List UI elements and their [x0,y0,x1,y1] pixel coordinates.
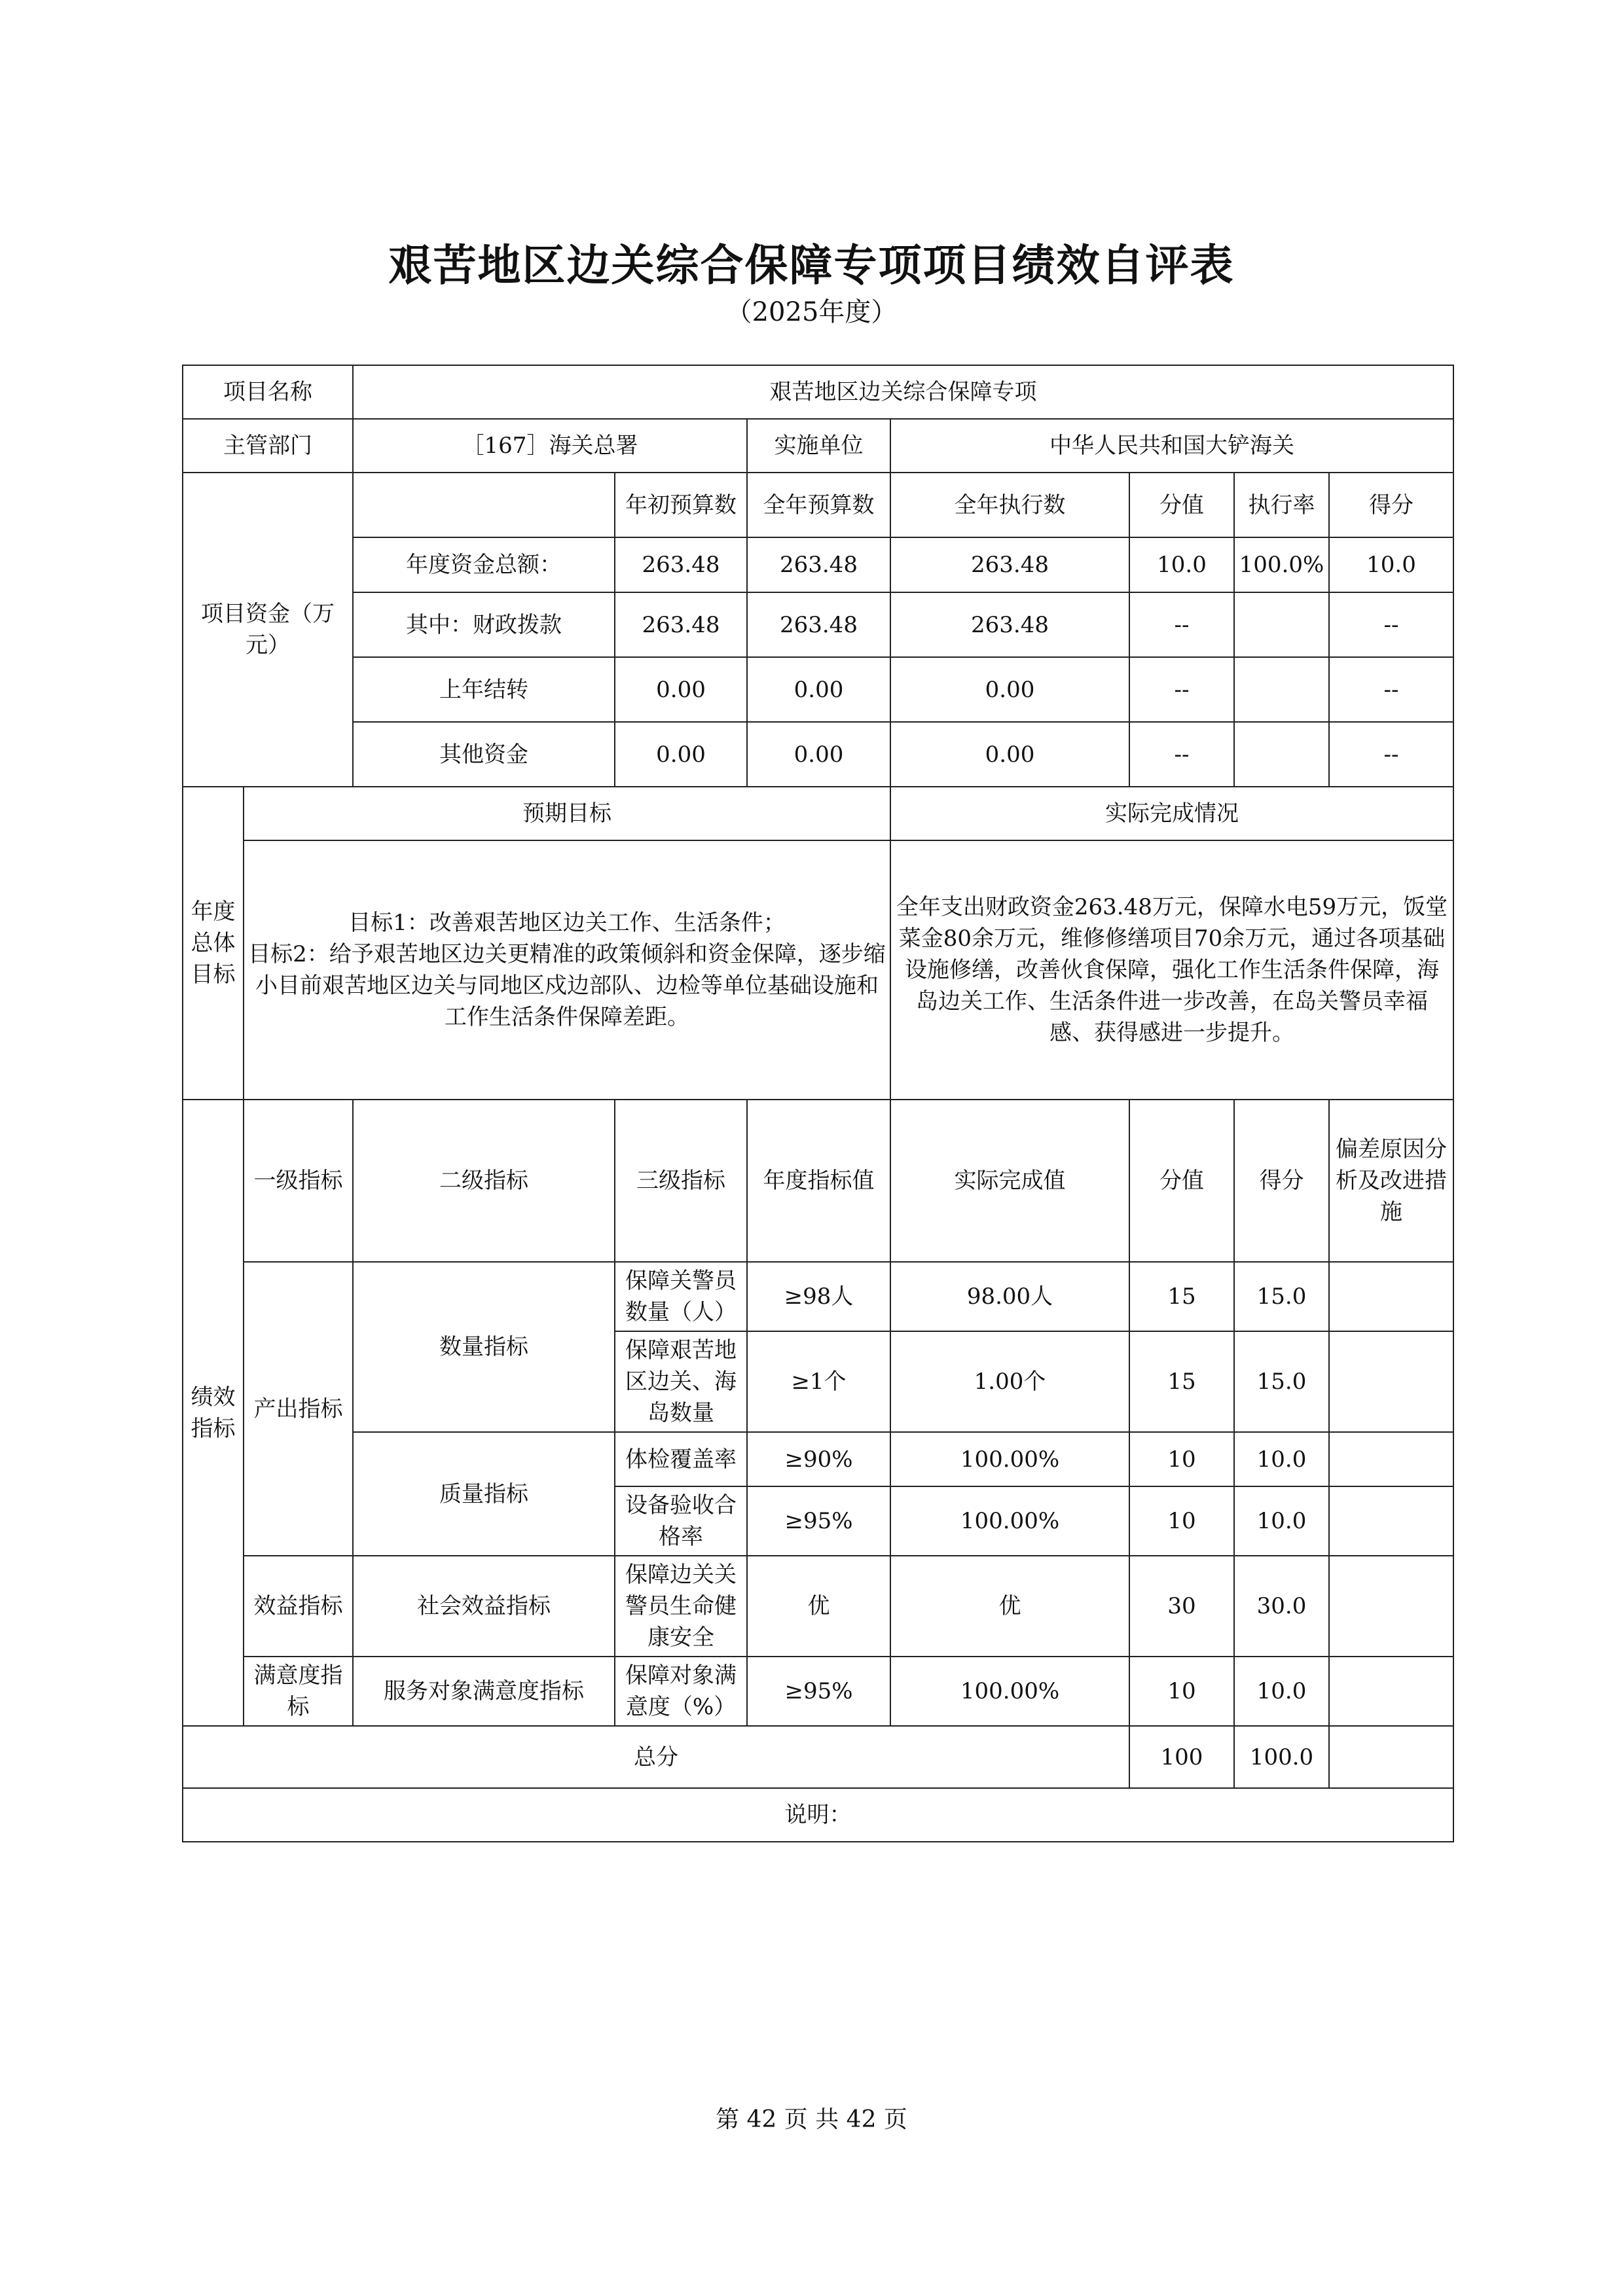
goals-content-row [183,840,1453,1100]
funds-row-exec: 0.00 [890,657,1129,722]
goal-line: 目标2：给予艰苦地区边关更精准的政策倾斜和资金保障，逐步缩小目前艰苦地区边关与同地区戍边部队、边检等单位基础设施和工作生活条件保障差距。 [248,941,886,1030]
note-row [183,1788,1453,1842]
header-score-value: 分值 [1129,473,1234,537]
goals-expected-text [244,840,890,1100]
funds-row-initial: 0.00 [615,657,747,722]
deviation-cell [1329,1486,1453,1556]
deviation-cell [1329,1556,1453,1657]
header-actual: 实际完成值 [890,1100,1129,1262]
project-name-value: 艰苦地区边关综合保障专项 [353,365,1453,419]
header-annual-budget: 全年预算数 [747,473,890,537]
indicator-row [183,1657,1453,1726]
funds-row-fiscal [183,592,1453,657]
funds-row-rate: 100.0% [1234,537,1329,592]
score-cell: 10.0 [1234,1657,1329,1726]
goals-label: 年度总体目标 [183,787,244,1100]
funds-row-annual: 0.00 [747,722,890,787]
deviation-cell [1329,1432,1453,1486]
score-cell: 15.0 [1234,1262,1329,1331]
indicators-label: 绩效指标 [183,1100,244,1726]
target-cell: ≥1个 [747,1331,890,1432]
deviation-cell [1329,1331,1453,1432]
level1-satisfaction: 满意度指标 [244,1657,353,1726]
actual-cell: 1.00个 [890,1331,1129,1432]
score-cell: 15.0 [1234,1331,1329,1432]
funds-row-initial: 263.48 [615,592,747,657]
score-cell: 30.0 [1234,1556,1329,1657]
main-table [182,365,1454,1842]
deviation-cell [1329,1657,1453,1726]
indicator-row [183,1432,1453,1486]
funds-row-label: 其中：财政拨款 [353,592,615,657]
funds-row-score: 10.0 [1329,537,1453,592]
value-cell: 30 [1129,1556,1234,1657]
value-cell: 15 [1129,1331,1234,1432]
target-cell: ≥90% [747,1432,890,1486]
funds-row-label: 其他资金 [353,722,615,787]
funds-header-blank [353,473,615,537]
page-subtitle-year: （2025年度） [725,297,898,327]
goals-expected-header: 预期目标 [244,787,890,840]
funds-row-initial: 0.00 [615,722,747,787]
funds-row-carryover [183,657,1453,722]
header-deviation: 偏差原因分析及改进措施 [1329,1100,1453,1262]
indicator-row [183,1262,1453,1331]
value-cell: 10 [1129,1432,1234,1486]
funds-row-rate [1234,657,1329,722]
actual-cell: 98.00人 [890,1262,1129,1331]
header-level1: 一级指标 [244,1100,353,1262]
total-deviation [1329,1726,1453,1788]
level1-output: 产出指标 [244,1262,353,1556]
level3-cell: 体检覆盖率 [615,1432,747,1486]
value-cell: 15 [1129,1262,1234,1331]
level3-cell: 保障对象满意度（%） [615,1657,747,1726]
funds-row-other [183,722,1453,787]
target-cell: ≥98人 [747,1262,890,1331]
level2-quantity: 数量指标 [353,1262,615,1432]
funds-row-value: 10.0 [1129,537,1234,592]
level2-social: 社会效益指标 [353,1556,615,1657]
funds-row-annual: 0.00 [747,657,890,722]
note-label: 说明： [183,1788,1453,1842]
funds-label: 项目资金（万元） [183,473,353,787]
project-name-label: 项目名称 [183,365,353,419]
header-execution: 全年执行数 [890,473,1129,537]
target-cell: ≥95% [747,1486,890,1556]
funds-row-score: -- [1329,722,1453,787]
score-cell: 10.0 [1234,1486,1329,1556]
deviation-cell [1329,1262,1453,1331]
header-score: 得分 [1234,1100,1329,1262]
value-cell: 10 [1129,1657,1234,1726]
header-level2: 二级指标 [353,1100,615,1262]
level2-service: 服务对象满意度指标 [353,1657,615,1726]
level3-cell: 保障关警员数量（人） [615,1262,747,1331]
funds-row-label: 年度资金总额： [353,537,615,592]
target-cell: 优 [747,1556,890,1657]
level3-cell: 设备验收合格率 [615,1486,747,1556]
goals-actual-text: 全年支出财政资金263.48万元，保障水电59万元，饭堂菜金80余万元，维修修缮项目70余万元，通过各项基础设施修缮，改善伙食保障，强化工作生活条件保障，海岛边关工作、生活条件进一步改善，在岛关警员幸福感、获得感进一步提升。 [890,840,1453,1100]
indicators-header-row [183,1100,1453,1262]
actual-cell: 100.00% [890,1657,1129,1726]
goals-header-row [183,787,1453,840]
page-number: 第 42 页 共 42 页 [716,2106,907,2133]
funds-row-annual: 263.48 [747,592,890,657]
target-cell: ≥95% [747,1657,890,1726]
header-initial-budget: 年初预算数 [615,473,747,537]
level1-benefit: 效益指标 [244,1556,353,1657]
actual-cell: 优 [890,1556,1129,1657]
header-target: 年度指标值 [747,1100,890,1262]
level2-quality: 质量指标 [353,1432,615,1556]
funds-row-label: 上年结转 [353,657,615,722]
dept-value: ［167］海关总署 [353,419,747,473]
funds-row-total [183,537,1453,592]
funds-row-rate [1234,722,1329,787]
funds-row-exec: 0.00 [890,722,1129,787]
header-value: 分值 [1129,1100,1234,1262]
actual-cell: 100.00% [890,1432,1129,1486]
funds-row-value: -- [1129,657,1234,722]
value-cell: 10 [1129,1486,1234,1556]
total-value: 100 [1129,1726,1234,1788]
funds-row-score: -- [1329,657,1453,722]
goal-line: 目标1：改善艰苦地区边关工作、生活条件； [348,910,786,936]
funds-row-annual: 263.48 [747,537,890,592]
page-title: 艰苦地区边关综合保障专项项目绩效自评表 [388,240,1235,291]
funds-row-value: -- [1129,722,1234,787]
dept-label: 主管部门 [183,419,353,473]
total-score: 100.0 [1234,1726,1329,1788]
header-score: 得分 [1329,473,1453,537]
header-exec-rate: 执行率 [1234,473,1329,537]
funds-row-initial: 263.48 [615,537,747,592]
impl-label: 实施单位 [747,419,890,473]
header-level3: 三级指标 [615,1100,747,1262]
indicator-row [183,1556,1453,1657]
funds-row-exec: 263.48 [890,592,1129,657]
funds-row-value: -- [1129,592,1234,657]
funds-row-exec: 263.48 [890,537,1129,592]
total-label: 总分 [183,1726,1129,1788]
total-row [183,1726,1453,1788]
impl-value: 中华人民共和国大铲海关 [890,419,1453,473]
funds-row-score: -- [1329,592,1453,657]
goals-actual-header: 实际完成情况 [890,787,1453,840]
actual-cell: 100.00% [890,1486,1129,1556]
funds-row-rate [1234,592,1329,657]
score-cell: 10.0 [1234,1432,1329,1486]
level3-cell: 保障艰苦地区边关、海岛数量 [615,1331,747,1432]
level3-cell: 保障边关关警员生命健康安全 [615,1556,747,1657]
